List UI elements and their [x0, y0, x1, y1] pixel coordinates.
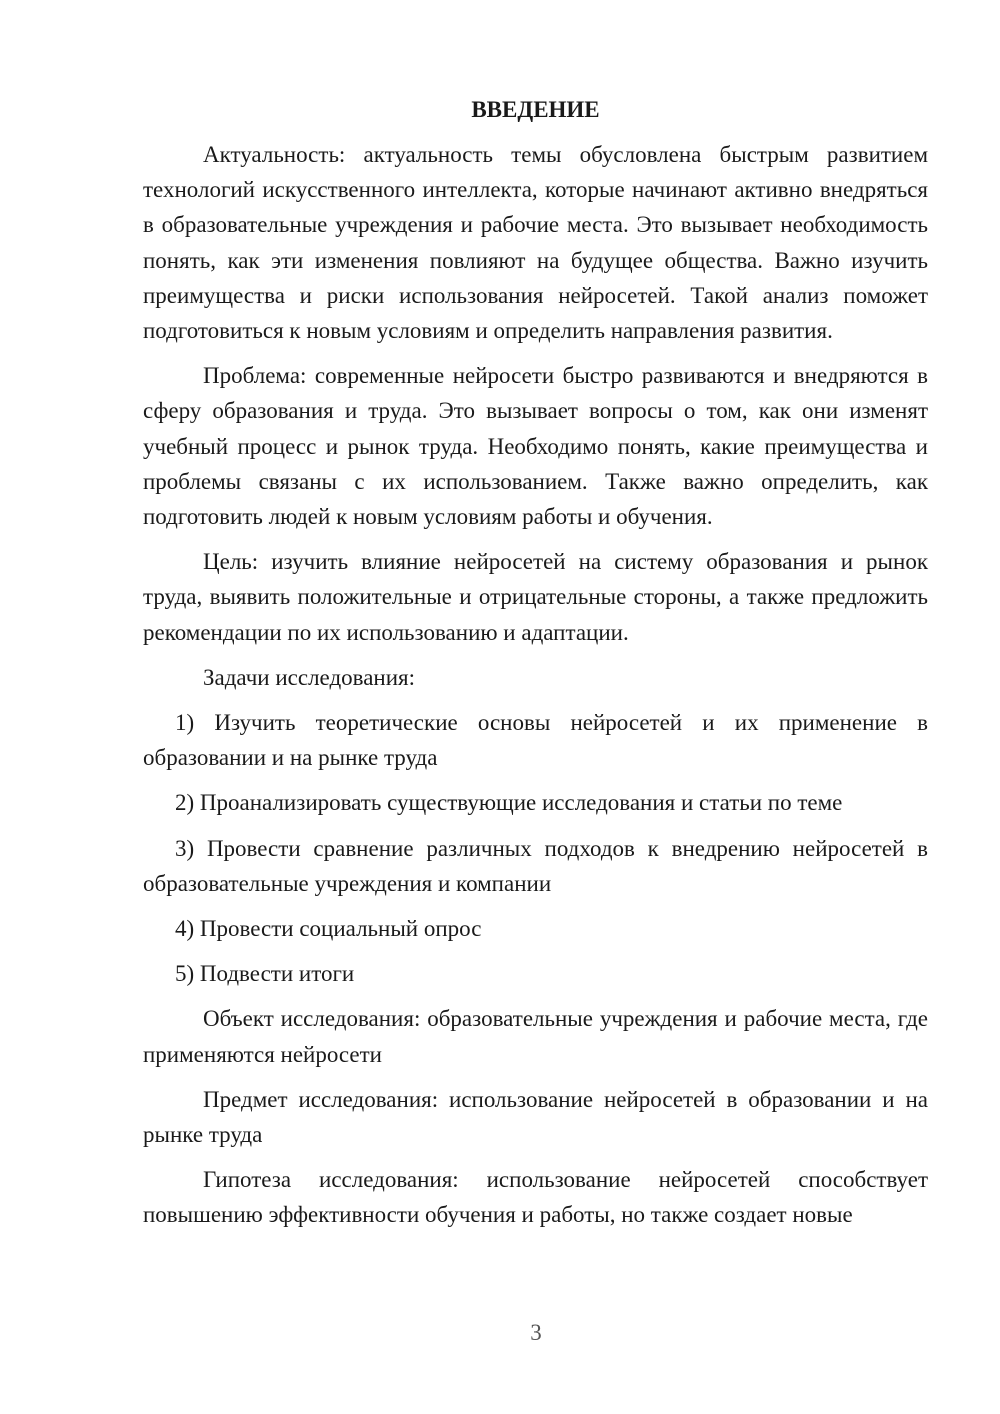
page-content — [143, 92, 928, 1243]
paragraph-relevance: Актуальность: актуальность темы обусловлена быстрым развитием технологий искусственного интеллекта, которые начинают активно внедряться в образовательные учреждения и рабочие места. Это вызывает необходимость понять, как эти изменения повлияют на будущее общества. Важно изучить преимущества и риски использования нейросетей. Такой анализ поможет подготовиться к новым условиям и определить направления развития. — [143, 142, 928, 344]
task-item: 5) Подвести итоги — [175, 961, 355, 987]
task-item: 3) Провести сравнение различных подходов к внедрению нейросетей в образовательные учреждения и компании — [143, 835, 928, 896]
paragraph-problem: Проблема: современные нейросети быстро развиваются и внедряются в сферу образования и труда. Это вызывает вопросы о том, как они изменят учебный процесс и рынок труда. Необходимо понять, какие преимущества и проблемы связаны с их использованием. Также важно определить, как подготовить людей к новым условиям работы и обучения. — [143, 363, 928, 530]
task-item: 1) Изучить теоретические основы нейросетей и их применение в образовании и на рынке труда — [143, 710, 928, 771]
task-item: 4) Провести социальный опрос — [175, 916, 482, 942]
section-title: ВВЕДЕНИЕ — [471, 97, 600, 122]
paragraph-hypothesis: Гипотеза исследования: использование нейросетей способствует повышению эффективности обучения и работы, но также создает новые — [143, 1167, 928, 1228]
paragraph-goal: Цель: изучить влияние нейросетей на систему образования и рынок труда, выявить положительные и отрицательные стороны, а также предложить рекомендации по их использованию и адаптации. — [143, 549, 928, 645]
paragraph-object: Объект исследования: образовательные учреждения и рабочие места, где применяются нейросети — [143, 1006, 928, 1067]
paragraph-subject: Предмет исследования: использование нейросетей в образовании и на рынке труда — [143, 1086, 928, 1148]
page-number: 3 — [530, 1320, 542, 1345]
paragraph-tasks-heading: Задачи исследования: — [203, 664, 416, 690]
task-item: 2) Проанализировать существующие исследования и статьи по теме — [175, 790, 843, 816]
